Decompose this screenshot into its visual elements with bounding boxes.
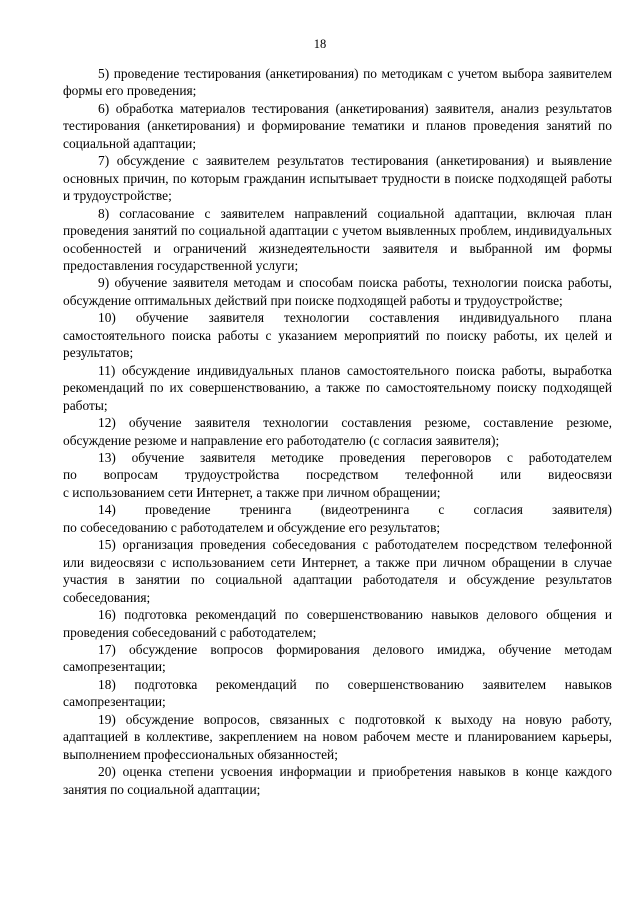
paragraph-item-14-line-1: 14) проведение тренинга (видеотренинга с согласия заявителя) [98,502,612,518]
paragraph-item-20: 20) оценка степени усвоения информации и приобретения навыков в конце каждого занятия по социальной адаптации; [63,764,612,797]
paragraph-item-13-line-3: с использованием сети Интернет, а также при личном обращении; [63,484,441,500]
paragraph-item-8: 8) согласование с заявителем направлений социальной адаптации, включая план проведения занятий по социальной адаптации с учетом выявленных проблем, индивидуальных особенностей и ограничений жизнедеятельности заявителя и выбранной им формы предоставления государственной услуги; [63,205,612,273]
paragraph-item-12: 12) обучение заявителя технологии составления резюме, составление резюме, обсуждение резюме и направление его работодателю (с согласия заявителя); [63,415,612,448]
document-body [63,65,612,798]
paragraph-item-14-line-2: по собеседованию с работодателем и обсуждение его результатов; [63,519,441,535]
paragraph-item-17: 17) обсуждение вопросов формирования делового имиджа, обучение методам самопрезентации; [63,641,612,675]
paragraph-item-6: 6) обработка материалов тестирования (анкетирования) заявителя, анализ результатов тестирования (анкетирования) и формирование тематики и планов проведения занятий по социальной адаптации; [63,100,612,151]
paragraph-item-15: 15) организация проведения собеседования с работодателем посредством телефонной или видеосвязи с использованием сети Интернет, а также при личном обращении в случае участия в занятии по социальной адаптации работодателя и обсуждение результатов собеседования; [63,537,612,605]
paragraph-item-13-line-2: по вопросам трудоустройства посредством телефонной или видеосвязи [63,467,612,483]
paragraph-item-16: 16) подготовка рекомендаций по совершенствованию навыков делового общения и проведения собеседований с работодателем; [63,607,612,640]
page-number: 18 [313,37,327,51]
paragraph-item-18: 18) подготовка рекомендаций по совершенствованию заявителем навыков самопрезентации; [63,676,612,710]
paragraph-item-13-line-1: 13) обучение заявителя методике проведения переговоров с работодателем [98,449,612,465]
paragraph-item-19: 19) обсуждение вопросов, связанных с подготовкой к выходу на новую работу, адаптацией в коллективе, закреплением на новом рабочем месте и планированием карьеры, выполнением профессиональных обязанностей; [63,711,612,762]
paragraph-item-9: 9) обучение заявителя методам и способам поиска работы, технологии поиска работы, обсуждение оптимальных действий при поиске подходящей работы и трудоустройстве; [63,275,612,308]
paragraph-item-5: 5) проведение тестирования (анкетирования) по методикам с учетом выбора заявителем формы его проведения; [63,66,612,99]
paragraph-item-10: 10) обучение заявителя технологии составления индивидуального плана самостоятельного поиска работы с указанием мероприятий по поиску работы, их целей и результатов; [63,310,612,361]
paragraph-item-7: 7) обсуждение с заявителем результатов тестирования (анкетирования) и выявление основных причин, по которым гражданин испытывает трудности в поиске подходящей работы и трудоустройстве; [63,153,612,204]
paragraph-item-11: 11) обсуждение индивидуальных планов самостоятельного поиска работы, выработка рекомендаций по их совершенствованию, а также по самостоятельному поиску подходящей работы; [63,362,612,413]
